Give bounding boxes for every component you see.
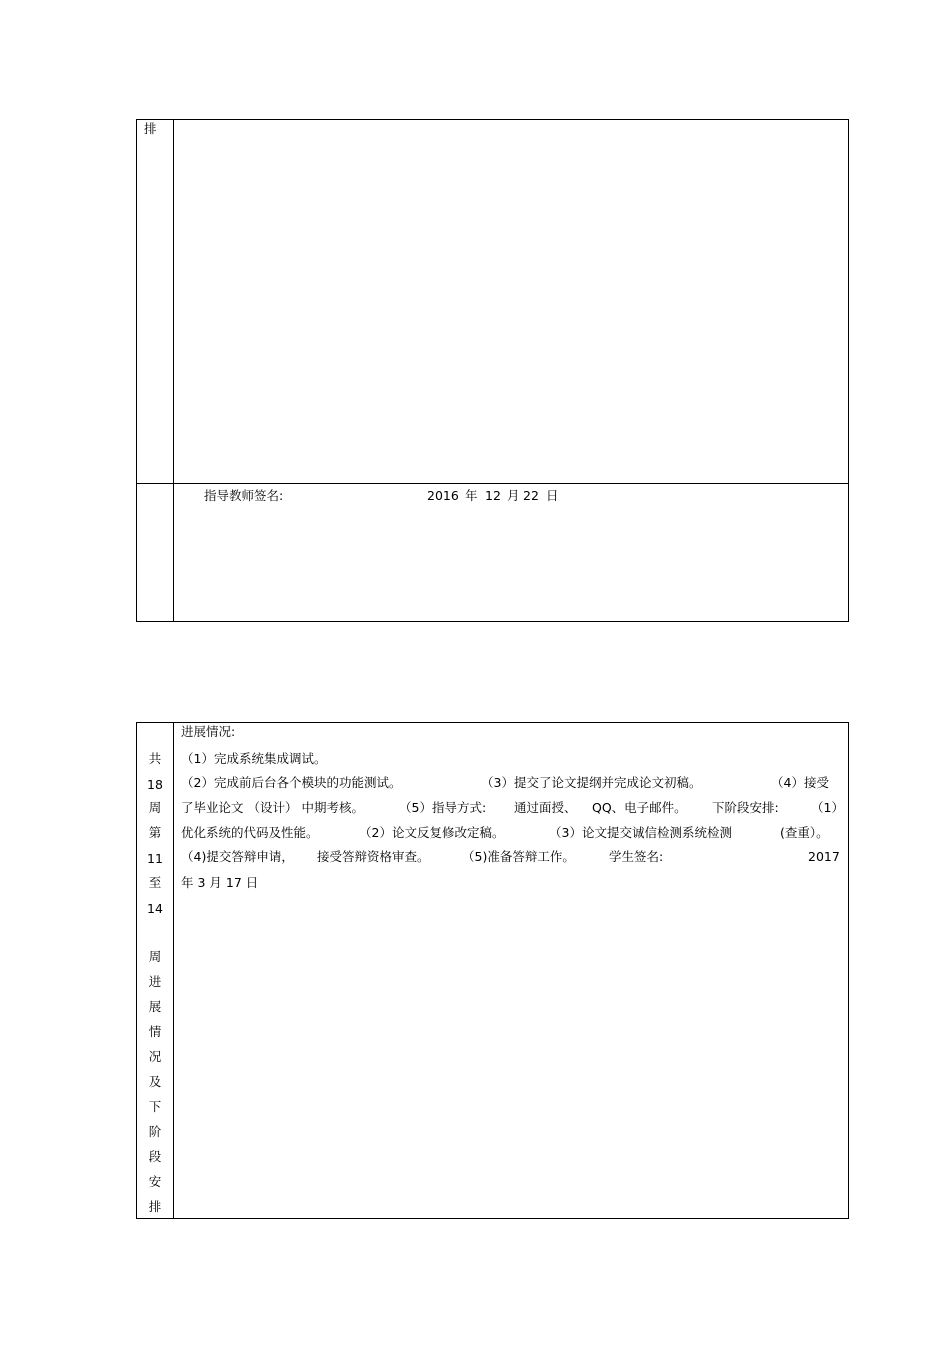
table-progress-column-divider — [173, 722, 174, 1219]
date-year-unit: 年 — [465, 488, 478, 503]
teacher-signature-date — [427, 490, 587, 504]
progress-text: 学生签名: — [609, 849, 664, 864]
left-column-char: 共 — [148, 751, 162, 766]
table-top-left-label: 排 — [144, 121, 157, 136]
table-top — [136, 119, 849, 622]
date-month: 12 — [485, 488, 501, 503]
progress-text: （2）论文反复修改定稿。 — [359, 825, 505, 840]
progress-text: （5)准备答辩工作。 — [462, 849, 575, 864]
progress-line-3 — [181, 800, 844, 816]
table-top-column-divider — [173, 119, 174, 622]
date-day: 22 — [523, 488, 539, 503]
teacher-signature-label: 指导教师签名: — [204, 488, 284, 503]
progress-text: （3）论文提交诚信检测系统检测 — [549, 825, 732, 840]
progress-text: （4）接受 — [771, 775, 829, 790]
left-column-char: 阶 — [148, 1124, 162, 1139]
progress-text: 了毕业论文 （设计） 中期考核。 — [181, 800, 364, 815]
left-column-char: 第 — [148, 825, 162, 840]
progress-line-5 — [181, 851, 841, 865]
progress-text: （2）完成前后台各个模块的功能测试。 — [181, 775, 402, 790]
progress-text: 通过面授、 — [514, 800, 577, 815]
progress-line-2 — [181, 777, 841, 791]
progress-text: 下阶段安排: — [712, 800, 779, 815]
progress-line-1 — [181, 753, 841, 767]
left-column-char: 排 — [148, 1199, 162, 1214]
date-day-unit: 日 — [546, 488, 559, 503]
table-progress — [136, 722, 849, 1219]
progress-line-6 — [181, 877, 841, 891]
left-column-char: 及 — [148, 1074, 162, 1089]
date-month-unit: 月 — [507, 488, 520, 503]
progress-text: （1）完成系统集成调试。 — [181, 751, 327, 766]
progress-text: （5）指导方式: — [399, 800, 487, 815]
progress-text: （1） — [811, 800, 844, 815]
progress-text: QQ、电子邮件。 — [592, 800, 687, 815]
progress-text: 2017 — [808, 849, 840, 864]
progress-text: （3）提交了论文提纲并完成论文初稿。 — [481, 775, 702, 790]
left-column-char: 进 — [148, 974, 162, 989]
progress-text: 优化系统的代码及性能。 — [181, 825, 319, 840]
left-column-char: 周 — [148, 800, 162, 815]
left-column-char: 18 — [147, 777, 163, 792]
progress-line-4 — [181, 827, 841, 841]
progress-text: 接受答辩资格审查。 — [317, 849, 430, 864]
progress-text: （4)提交答辩申请， — [181, 849, 294, 864]
left-column-char: 安 — [148, 1174, 162, 1189]
progress-left-column — [137, 722, 173, 1219]
progress-heading: 进展情况: — [181, 724, 236, 739]
left-column-char: 段 — [148, 1149, 162, 1164]
date-year: 2016 — [427, 488, 459, 503]
left-column-char: 况 — [148, 1049, 162, 1064]
left-column-char: 周 — [148, 949, 162, 964]
left-column-char: 情 — [148, 1024, 162, 1039]
left-column-char: 展 — [148, 999, 162, 1014]
table-top-row-divider — [136, 483, 849, 484]
left-column-char: 至 — [148, 875, 162, 890]
progress-text: (查重）。 — [780, 825, 829, 840]
student-signature-date: 年 3 月 17 日 — [181, 875, 259, 890]
left-column-char: 11 — [147, 851, 163, 866]
left-column-char: 下 — [148, 1099, 162, 1114]
left-column-char: 14 — [147, 901, 163, 916]
